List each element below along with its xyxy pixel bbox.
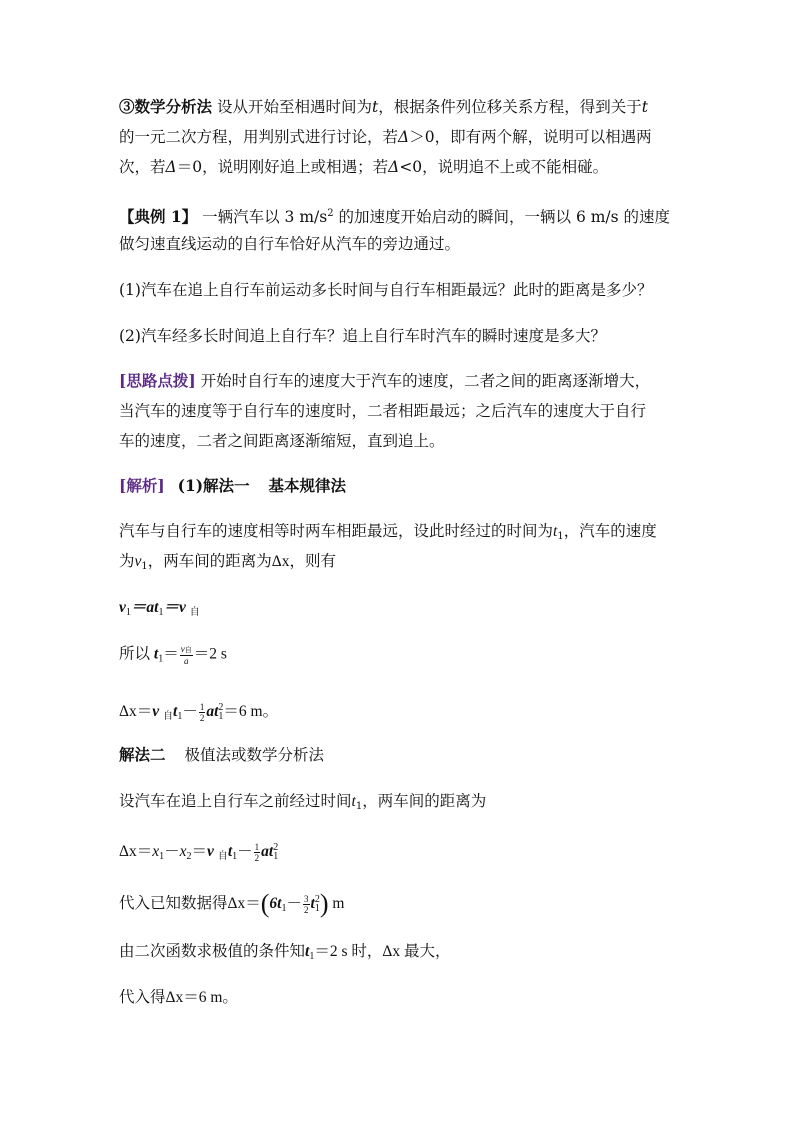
fraction-three-halves: $\frac{3}{2}$: [304, 893, 309, 915]
method3-line-3: 次，若Δ＝0，说明刚好追上或相遇；若Δ<0，说明追不上或不能相碰。: [119, 158, 609, 176]
hint-line-2: 当汽车的速度等于自行车的速度时，二者相距最远；之后汽车的速度大于自行: [119, 402, 647, 420]
solution-header: [解析] (1)解法一 基本规律法: [119, 476, 347, 495]
question-1: (1)汽车在追上自行车前运动多长时间与自行车相距最远？此时的距离是多少？: [119, 281, 653, 299]
solution-text-2: 为$v_1$，两车间的距离为Δx，则有: [119, 552, 337, 572]
example-label: 【典例 1】: [119, 207, 198, 226]
example-line-2: 做匀速直线运动的自行车恰好从汽车的旁边通过。: [119, 235, 461, 253]
solution-label: [解析]: [119, 476, 165, 495]
hint-line-1: [思路点拨] 开始时自行车的速度大于汽车的速度，二者之间的距离逐渐增大，: [119, 371, 651, 390]
fraction-half-2: $\frac{1}{2}$: [254, 841, 260, 863]
equation-t1: 所以 $t_1=$ $\frac{\text{v自}}{a}$ ＝2 s: [119, 644, 227, 666]
equation-substituted: 代入已知数据得$\Delta x=(6t_1-$ $\frac{3}{2}$ $t_1^2$) m: [119, 889, 345, 918]
method2-line-4: 由二次函数求极值的条件知$t_1=2$ s 时，Δx 最大，: [119, 943, 451, 962]
example-line-1: 【典例 1】 一辆汽车以 3 $m/s^2$ 的加速度开始启动的瞬间，一辆以 6 m/s 的速度: [119, 207, 671, 226]
fraction-half: $\frac{1}{2}$: [199, 701, 205, 723]
method2-header: 解法二 极值法或数学分析法: [119, 745, 324, 764]
method2-line-5: 代入得Δx＝6 m。: [119, 989, 238, 1006]
method3-line-2: 的一元二次方程，用判别式进行讨论，若Δ＞0，即有两个解，说明可以相遇两: [119, 128, 652, 146]
method3-line-1: ③数学分析法 设从开始至相遇时间为t，根据条件列位移关系方程，得到关于t: [119, 97, 648, 116]
fraction-v-over-a: $\frac{\text{v自}}{a}$: [180, 644, 192, 666]
equation-v1: $v_1=at_1=v$ $_自$: [119, 599, 200, 618]
equation-dx-2: $\Delta x=x_1-x_2=v$ $_自t_1-$ $\frac{1}{2}$ $at_1^2$: [119, 841, 279, 863]
method3-label: ③数学分析法: [119, 97, 213, 116]
equation-dx-1: Δx＝v $_自t_1-$ $\frac{1}{2}$ $at_1^2=6$ m。: [119, 701, 279, 723]
solution-text-1: 汽车与自行车的速度相等时两车相距最远，设此时经过的时间为$t_1$，汽车的速度: [119, 522, 657, 542]
question-2: (2)汽车经多长时间追上自行车？追上自行车时汽车的瞬时速度是多大？: [119, 327, 606, 345]
hint-line-3: 车的速度，二者之间距离逐渐缩短，直到追上。: [119, 432, 445, 450]
method2-line-1: 设汽车在追上自行车之前经过时间$t_1$，两车间的距离为: [119, 792, 487, 812]
hint-label: [思路点拨]: [119, 371, 196, 390]
